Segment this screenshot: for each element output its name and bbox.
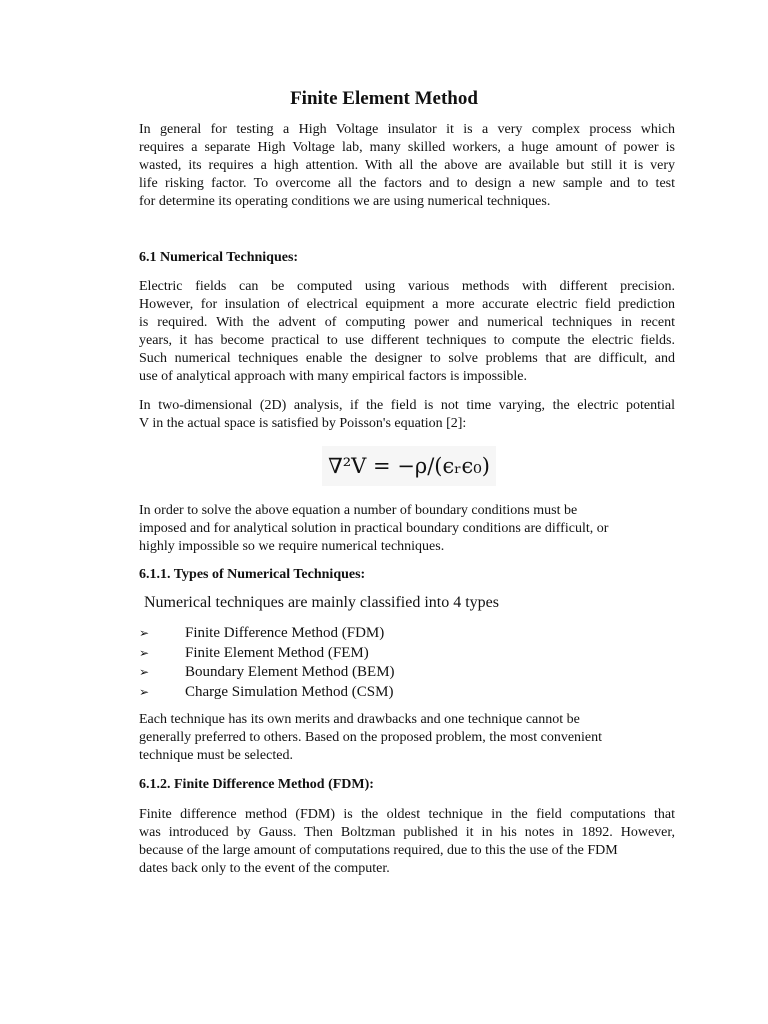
intro-paragraph — [139, 121, 675, 211]
text-line: use of analytical approach with many empirical factors is impossible. — [139, 369, 527, 384]
list-item-label: Finite Element Method (FEM) — [185, 644, 369, 661]
text-line: life risking factor. To overcome all the factors and to design a new sample and to test — [139, 176, 675, 191]
text-line: highly impossible so we require numerical techniques. — [139, 539, 445, 554]
text-line: dates back only to the event of the computer. — [139, 861, 390, 876]
arrow-bullet-icon: ➢ — [139, 645, 150, 660]
text-line: is required. With the advent of computing power and numerical techniques in recent — [139, 315, 675, 330]
arrow-bullet-icon: ➢ — [139, 684, 150, 699]
section-6-1-paragraph-1 — [139, 278, 675, 386]
text-line: requires a separate High Voltage lab, many skilled workers, a huge amount of power is — [139, 140, 675, 155]
text-line: Finite difference method (FDM) is the oldest technique in the field computations that — [139, 807, 675, 822]
text-line: was introduced by Gauss. Then Boltzman published it in his notes in 1892. However, — [139, 825, 675, 840]
text-line: Each technique has its own merits and drawbacks and one technique cannot be — [139, 712, 580, 727]
list-item-label: Boundary Element Method (BEM) — [185, 664, 395, 680]
text-line: In general for testing a High Voltage insulator it is a very complex process which — [139, 122, 675, 137]
poisson-equation: ∇²V = −ρ/(ϵᵣϵ₀) — [322, 446, 496, 486]
arrow-bullet-icon: ➢ — [139, 665, 150, 679]
page-title: Finite Element Method — [290, 88, 478, 109]
section-6-1-paragraph-3 — [139, 502, 675, 556]
section-heading-6-1-1: 6.1.1. Types of Numerical Techniques: — [139, 567, 366, 582]
arrow-bullet-icon: ➢ — [139, 626, 150, 640]
text-line: generally preferred to others. Based on the proposed problem, the most convenient — [139, 730, 603, 745]
text-line: V in the actual space is satisfied by Poisson's equation [2]: — [139, 416, 467, 431]
text-line: because of the large amount of computations required, due to this the use of the FDM — [139, 843, 618, 858]
text-line: technique must be selected. — [139, 748, 293, 763]
section-heading-6-1: 6.1 Numerical Techniques: — [139, 250, 299, 265]
text-line: Electric fields can be computed using various methods with different precision. — [139, 279, 675, 294]
text-line: for determine its operating conditions we are using numerical techniques. — [139, 194, 551, 209]
section-6-1-1-conclusion — [139, 711, 675, 765]
list-item-label: Charge Simulation Method (CSM) — [185, 683, 394, 700]
text-line: years, it has become practical to use different techniques to compute the electric fields. — [139, 333, 675, 348]
text-line: However, for insulation of electrical equipment a more accurate electric field prediction — [139, 297, 675, 312]
section-6-1-2-paragraph — [139, 806, 675, 878]
list-item-label: Finite Difference Method (FDM) — [185, 625, 385, 641]
section-heading-6-1-2: 6.1.2. Finite Difference Method (FDM): — [139, 777, 374, 792]
text-line: Such numerical techniques enable the designer to solve problems that are difficult, and — [139, 351, 675, 366]
text-line: imposed and for analytical solution in practical boundary conditions are difficult, or — [139, 521, 609, 536]
text-line: In two-dimensional (2D) analysis, if the field is not time varying, the electric potential — [139, 398, 675, 413]
text-line: wasted, its requires a high attention. With all the above are available but still it is very — [139, 158, 675, 173]
text-line: In order to solve the above equation a number of boundary conditions must be — [139, 503, 578, 518]
types-intro: Numerical techniques are mainly classified into 4 types — [144, 594, 499, 611]
section-6-1-paragraph-2 — [139, 397, 675, 433]
